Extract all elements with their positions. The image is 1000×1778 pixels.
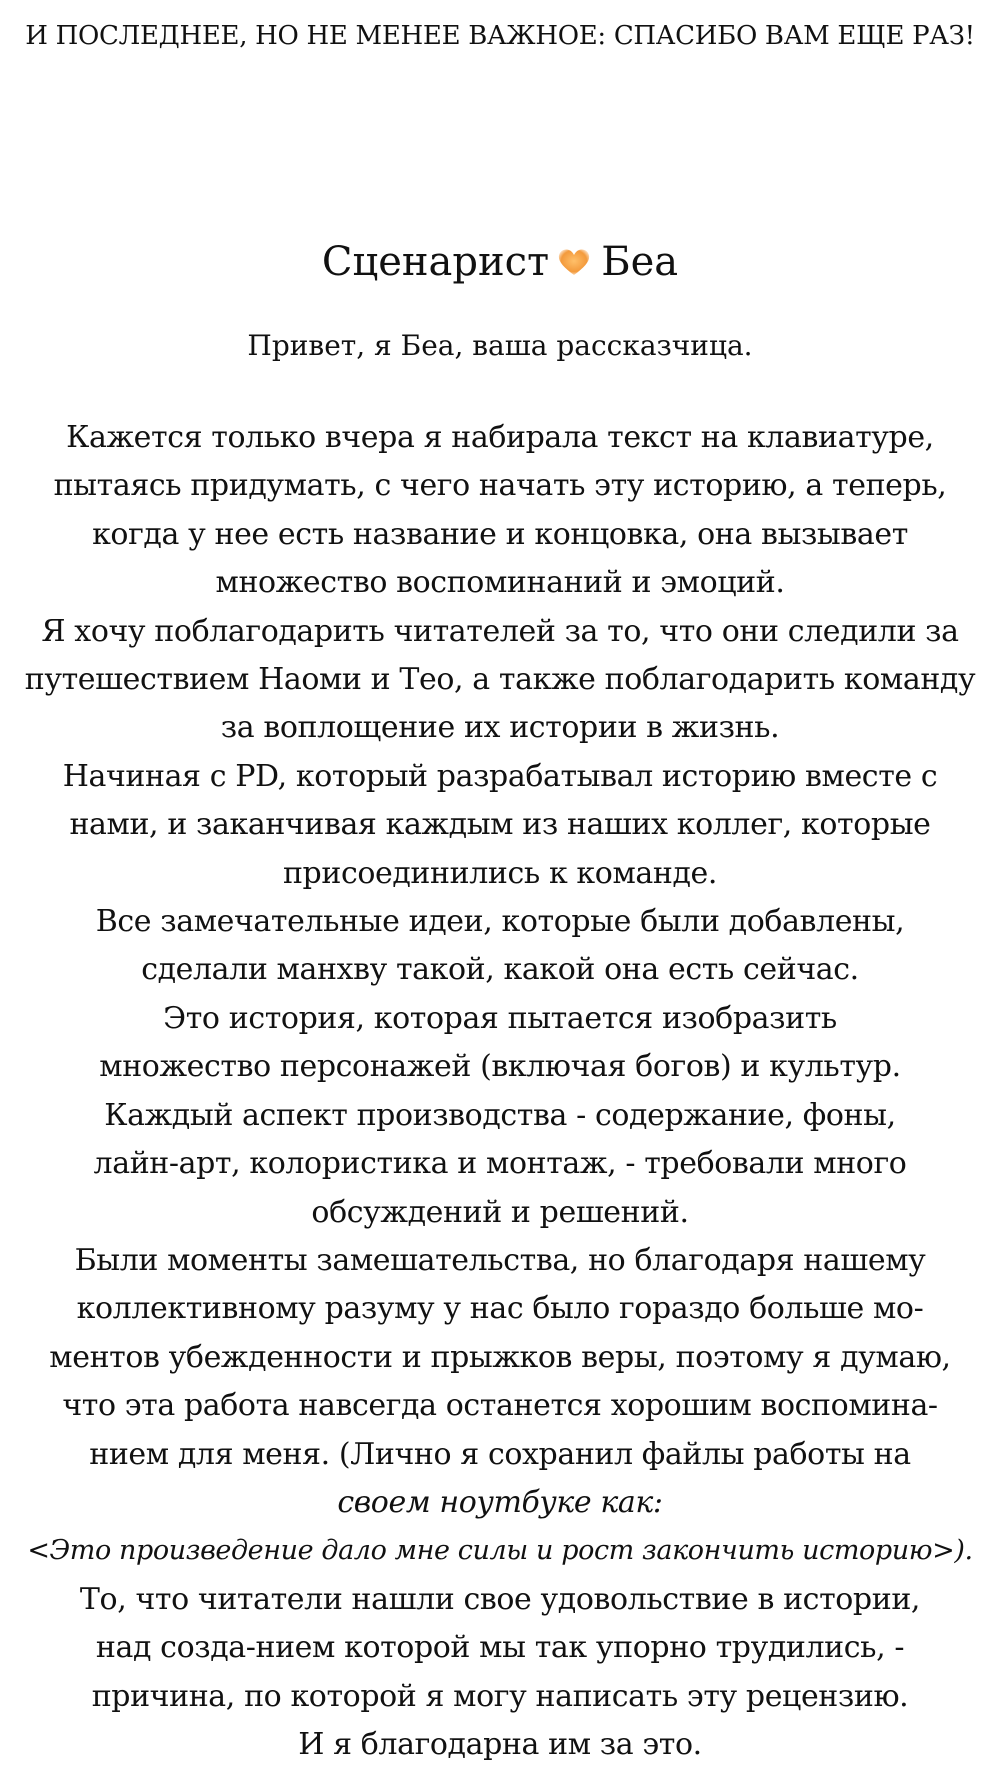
credit-name: Беа: [601, 239, 679, 285]
body-line: пытаясь придумать, с чего начать эту историю, а теперь,: [53, 468, 947, 504]
body-line: Все замечательные идеи, которые были добавлены,: [95, 904, 905, 940]
greeting-line: Привет, я Беа, ваша рассказчица.: [247, 329, 753, 362]
body-line: коллективному разуму у нас было гораздо больше мо-: [76, 1291, 924, 1327]
body-line: нием для меня. (Лично я сохранил файлы работы на: [89, 1436, 911, 1472]
author-credit: [0, 236, 1000, 288]
heart-icon: [557, 238, 591, 268]
body-line: за воплощение их истории в жизнь.: [220, 710, 780, 746]
body-line: Каждый аспект производства - содержание, фоны,: [104, 1097, 896, 1133]
body-line: лайн-арт, колористика и монтаж, - требовали много: [93, 1146, 907, 1182]
body-line: обсуждений и решений.: [311, 1194, 689, 1230]
body-line: ментов убежденности и прыжков веры, поэтому я думаю,: [49, 1339, 951, 1375]
body-line-italic: <Это произведение дало мне силы и рост закончить историю>).: [27, 1535, 973, 1567]
body-line: над созда-нием которой мы так упорно трудились, -: [95, 1630, 905, 1666]
afterword-body: [0, 414, 1000, 1769]
body-line: путешествием Наоми и Тео, а также поблагодарить команду: [24, 662, 976, 698]
body-line: присоединились к команде.: [282, 855, 718, 891]
body-line: Это история, которая пытается изобразить: [163, 1000, 837, 1036]
body-line: Я хочу поблагодарить читателей за то, что они следили за: [41, 613, 959, 649]
body-line: Кажется только вчера я набирала текст на клавиатуре,: [66, 420, 934, 455]
body-line: сделали манхву такой, какой она есть сейчас.: [141, 952, 859, 988]
body-line: причина, по которой я могу написать эту рецензию.: [91, 1678, 909, 1714]
body-line: множество воспоминаний и эмоций.: [215, 565, 785, 601]
body-line-italic: своем ноутбуке как:: [337, 1484, 663, 1520]
page-headline: И ПОСЛЕДНЕЕ, НО НЕ МЕНЕЕ ВАЖНОЕ: СПАСИБО ВАМ ЕЩЕ РАЗ!: [25, 21, 975, 51]
credit-role: Сценарист: [321, 239, 550, 285]
body-line: когда у нее есть название и концовка, она вызывает: [92, 516, 908, 552]
body-line: Были моменты замешательства, но благодаря нашему: [74, 1242, 926, 1278]
body-line: множество персонажей (включая богов) и культур.: [99, 1049, 901, 1085]
body-line: И я благодарна им за это.: [298, 1726, 702, 1762]
body-line: Начиная с PD, который разрабатывал историю вместе с: [62, 758, 938, 794]
body-line: То, что читатели нашли свое удовольствие в истории,: [79, 1581, 921, 1617]
body-line: что эта работа навсегда останется хорошим воспомина-: [62, 1388, 938, 1424]
body-line: нами, и заканчивая каждым из наших коллег, которые: [69, 807, 931, 843]
